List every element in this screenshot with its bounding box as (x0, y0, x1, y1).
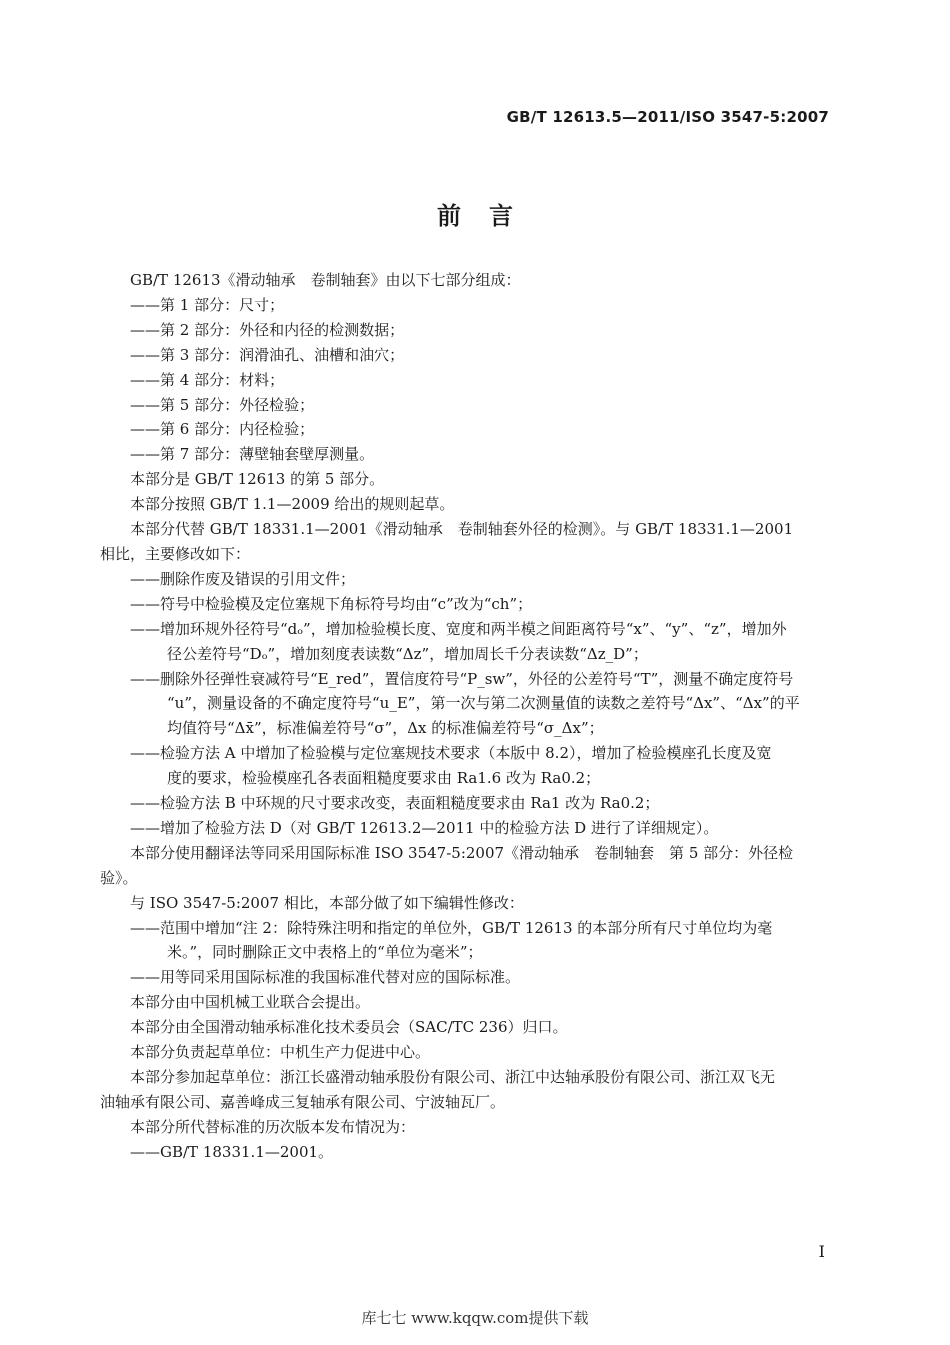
text-line: ——第 6 部分：内径检验； (130, 420, 315, 439)
text-line: ——第 1 部分：尺寸； (130, 295, 285, 314)
text-line: ——GB/T 18331.1—2001。 (130, 1142, 334, 1161)
text-line: ——范围中增加“注 2：除特殊注明和指定的单位外，GB/T 12613 的本部分所有尺寸单位均为毫 (130, 918, 773, 937)
text-line: ——增加了检验方法 D（对 GB/T 12613.2—2011 中的检验方法 D 进行了详细规定）。 (130, 818, 719, 837)
text-line: ——检验方法 A 中增加了检验模与定位塞规技术要求（本版中 8.2），增加了检验模座孔长度及宽 (130, 744, 772, 763)
text-line: 本部分由全国滑动轴承标准化技术委员会（SAC/TC 236）归口。 (130, 1018, 568, 1037)
text-line: 本部分由中国机械工业联合会提出。 (130, 993, 371, 1012)
text-line: “u”，测量设备的不确定度符号“u_E”，第一次与第二次测量值的读数之差符号“Δx”、“Δx”的平 (167, 694, 800, 713)
text-line: ——检验方法 B 中环规的尺寸要求改变，表面粗糙度要求由 Ra1 改为 Ra0.2； (130, 794, 660, 813)
page-number: I (818, 1242, 825, 1261)
download-footer: 库七七 www.kqqw.com提供下载 (361, 1309, 589, 1327)
text-line: 本部分所代替标准的历次版本发布情况为： (130, 1117, 416, 1136)
text-line: GB/T 12613《滑动轴承 卷制轴套》由以下七部分组成： (130, 271, 521, 289)
text-line: 本部分参加起草单位：浙江长盛滑动轴承股份有限公司、浙江中达轴承股份有限公司、浙江双飞无 (130, 1068, 776, 1086)
text-line: 米。”，同时删除正文中表格上的“单位为毫米”； (167, 943, 483, 962)
text-line: ——符号中检验模及定位塞规下角标符号均由“c”改为“ch”； (130, 594, 533, 613)
text-line: 与 ISO 3547-5:2007 相比，本部分做了如下编辑性修改： (130, 893, 524, 912)
text-line: ——增加环规外径符号“dₒ”，增加检验模长度、宽度和两半模之间距离符号“x”、“y”、“z”，增加外 (130, 619, 787, 638)
document-body (100, 268, 832, 1165)
text-line: ——删除外径弹性衰减符号“E_red”，置信度符号“P_sw”，外径的公差符号“T”，测量不确定度符号 (130, 669, 794, 688)
text-line: ——删除作废及错误的引用文件； (130, 569, 356, 588)
text-line: 本部分按照 GB/T 1.1—2009 给出的规则起草。 (130, 495, 455, 514)
text-line: 本部分负责起草单位：中机生产力促进中心。 (130, 1043, 431, 1062)
text-line: 径公差符号“Dₒ”，增加刻度表读数“Δz”，增加周长千分表读数“Δz_D”； (167, 644, 648, 663)
standard-number: GB/T 12613.5—2011/ISO 3547-5:2007 (506, 108, 829, 126)
text-line: ——用等同采用国际标准的我国标准代替对应的国际标准。 (130, 968, 521, 987)
text-line: 本部分代替 GB/T 18331.1—2001《滑动轴承 卷制轴套外径的检测》。与 GB/T 18331.1—2001 (130, 520, 794, 539)
text-line: 均值符号“Δx̄”，标准偏差符号“σ”，Δx 的标准偏差符号“σ_Δx”； (167, 719, 604, 738)
text-line: ——第 4 部分：材料； (130, 370, 285, 389)
text-line: ——第 3 部分：润滑油孔、油槽和油穴； (130, 345, 405, 364)
page-title: 前言 (437, 202, 541, 230)
text-line: 油轴承有限公司、嘉善峰成三复轴承有限公司、宁波轴瓦厂。 (100, 1092, 506, 1111)
text-line: 本部分使用翻译法等同采用国际标准 ISO 3547-5:2007《滑动轴承 卷制轴套 第 5 部分：外径检 (130, 843, 794, 862)
text-line: 度的要求，检验模座孔各表面粗糙度要求由 Ra1.6 改为 Ra0.2； (167, 769, 601, 788)
text-line: ——第 7 部分：薄壁轴套壁厚测量。 (130, 445, 375, 464)
text-line: ——第 5 部分：外径检验； (130, 395, 315, 414)
text-line: 相比，主要修改如下： (100, 544, 251, 563)
text-line: 验》。 (100, 868, 138, 887)
text-line: 本部分是 GB/T 12613 的第 5 部分。 (130, 470, 385, 489)
text-line: ——第 2 部分：外径和内径的检测数据； (130, 320, 405, 339)
